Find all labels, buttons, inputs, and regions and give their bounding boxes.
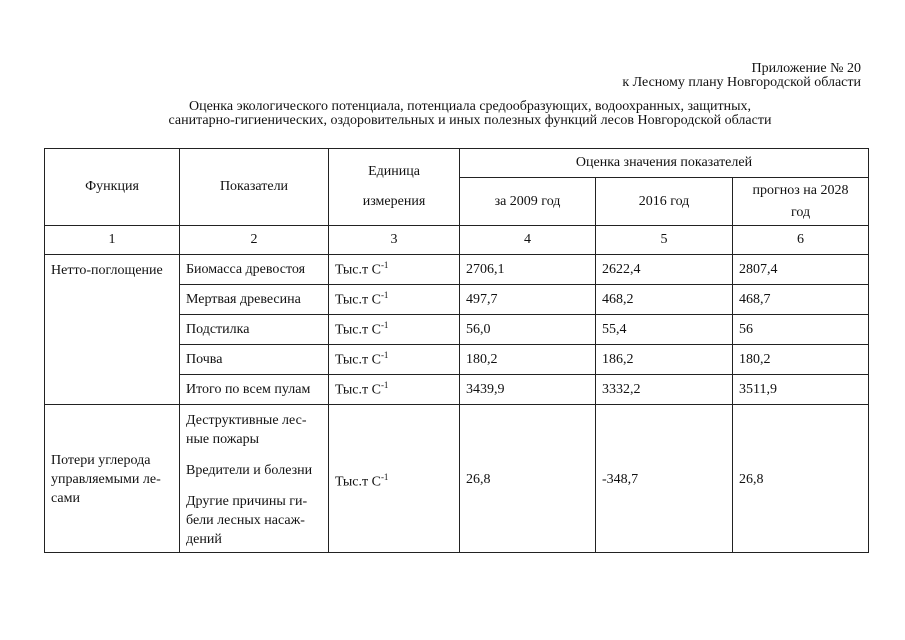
document-title-line-1: Оценка экологического потенциала, потенциала средообразующих, водоохранных, защитных, (188, 99, 752, 114)
table-row (45, 255, 869, 285)
value-2009: 3439,9 (460, 375, 596, 405)
unit-base: Тыс.т С (335, 292, 381, 308)
value-2028: 3511,9 (733, 375, 869, 405)
header-assessment: Оценка значения показателей (460, 149, 869, 178)
unit-exponent: -1 (380, 380, 389, 391)
table-row (45, 405, 869, 553)
header-indicators: Показатели (180, 149, 329, 226)
unit-exponent: -1 (380, 290, 389, 301)
unit-exponent: -1 (380, 350, 389, 361)
indicator-fires: Деструктивные лес-ные пожары (186, 412, 307, 447)
value-2028: 2807,4 (733, 255, 869, 285)
indicator-cell (180, 405, 329, 553)
value-2028: 56 (733, 315, 869, 345)
value-2016: 2622,4 (596, 255, 733, 285)
document-title-line-2: санитарно-гигиенических, оздоровительных и иных полезных функций лесов Новгородской области (168, 113, 772, 128)
appendix-header (622, 62, 861, 90)
indicator-cell: Почва (180, 345, 329, 375)
unit-cell (329, 345, 460, 375)
column-number: 1 (45, 226, 180, 255)
indicator-cell: Подстилка (180, 315, 329, 345)
appendix-number: Приложение № 20 (751, 61, 861, 76)
unit-base: Тыс.т С (335, 262, 381, 278)
assessment-table (44, 148, 869, 553)
unit-exponent: -1 (380, 260, 389, 271)
column-number: 3 (329, 226, 460, 255)
value-2009: 56,0 (460, 315, 596, 345)
value-2009: 497,7 (460, 285, 596, 315)
column-number-row (45, 226, 869, 255)
indicator-pests: Вредители и болезни (186, 462, 313, 478)
column-number: 4 (460, 226, 596, 255)
column-number: 6 (733, 226, 869, 255)
header-unit (329, 149, 460, 226)
header-unit-line-1: Единица (368, 164, 420, 179)
unit-base: Тыс.т С (335, 352, 381, 368)
value-2028: 26,8 (733, 405, 869, 553)
header-unit-line-2: измерения (362, 194, 426, 209)
value-2016: -348,7 (596, 405, 733, 553)
column-number: 2 (180, 226, 329, 255)
indicator-cell: Биомасса древостоя (180, 255, 329, 285)
value-2016: 186,2 (596, 345, 733, 375)
value-2028: 468,7 (733, 285, 869, 315)
function-net-absorption: Нетто-поглощение (45, 255, 180, 405)
value-2016: 3332,2 (596, 375, 733, 405)
value-2016: 468,2 (596, 285, 733, 315)
unit-cell (329, 285, 460, 315)
unit-exponent: -1 (380, 320, 389, 331)
value-2009: 26,8 (460, 405, 596, 553)
value-2028: 180,2 (733, 345, 869, 375)
unit-cell (329, 315, 460, 345)
unit-base: Тыс.т С (335, 322, 381, 338)
value-2009: 2706,1 (460, 255, 596, 285)
unit-base: Тыс.т С (335, 474, 381, 490)
indicator-cell: Мертвая древесина (180, 285, 329, 315)
unit-cell (329, 255, 460, 285)
value-2009: 180,2 (460, 345, 596, 375)
indicator-cell: Итого по всем пулам (180, 375, 329, 405)
header-forecast-2028: прогноз на 2028 год (733, 178, 869, 226)
header-function: Функция (45, 149, 180, 226)
function-carbon-loss: Потери углерода управляемыми ле-сами (45, 405, 180, 553)
column-number: 5 (596, 226, 733, 255)
unit-exponent: -1 (380, 471, 389, 482)
appendix-reference: к Лесному плану Новгородской области (622, 75, 861, 90)
unit-cell (329, 405, 460, 553)
indicator-other-causes: Другие причины ги-бели лесных насаж-дений (186, 493, 308, 547)
document-title (120, 100, 820, 128)
header-2009: за 2009 год (460, 178, 596, 226)
unit-cell (329, 375, 460, 405)
value-2016: 55,4 (596, 315, 733, 345)
unit-base: Тыс.т С (335, 382, 381, 398)
header-2016: 2016 год (596, 178, 733, 226)
